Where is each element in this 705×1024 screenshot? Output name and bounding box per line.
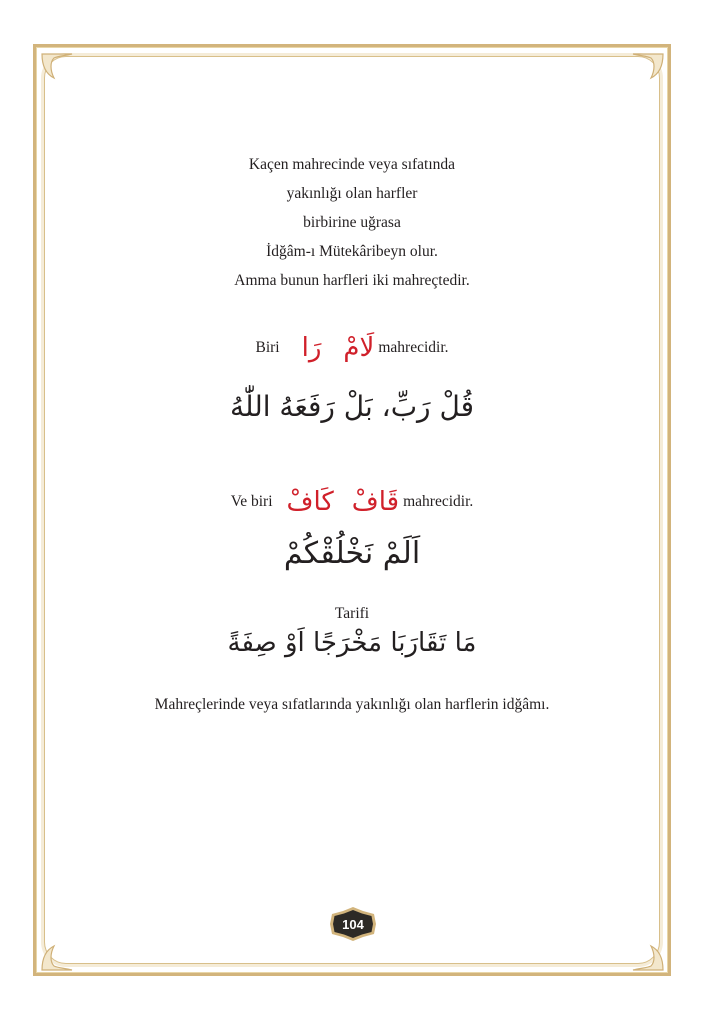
first-example-arabic: قُلْ رَبِّ، بَلْ رَفَعَهُ اللّٰهُ xyxy=(229,390,475,423)
letter-kaf: كَافْ xyxy=(286,487,334,517)
intro-line: Kaçen mahrecinde veya sıfatında xyxy=(248,156,456,173)
letter-lam: لَامْ xyxy=(343,333,375,363)
second-prefix: Ve biri xyxy=(230,493,273,510)
corner-ornament-icon xyxy=(631,52,665,86)
definition-translation: Mahreçlerinde veya sıfatlarında yakınlığı olan harflerin idğâmı. xyxy=(154,696,550,713)
first-group-line xyxy=(44,330,660,366)
corner-ornament-icon xyxy=(631,938,665,972)
second-example-arabic: اَلَمْ نَخْلُقْكُمْ xyxy=(283,536,421,571)
page-number: 104 xyxy=(342,916,364,932)
intro-line: İdğâm-ı Mütekâribeyn olur. xyxy=(266,243,438,260)
first-prefix: Biri xyxy=(255,339,280,356)
first-suffix: mahrecidir. xyxy=(378,339,449,356)
definition-title: Tarifi xyxy=(334,605,370,622)
letter-ra: رَا xyxy=(301,333,322,363)
letter-qaf: قَافْ xyxy=(351,487,400,517)
intro-line: yakınlığı olan harfler xyxy=(286,185,418,202)
second-suffix: mahrecidir. xyxy=(403,493,474,510)
intro-line: birbirine uğrasa xyxy=(303,214,401,231)
intro-line: Amma bunun harfleri iki mahreçtedir. xyxy=(234,272,470,289)
second-group-line xyxy=(44,484,660,520)
corner-ornament-icon xyxy=(40,938,74,972)
definition-arabic: مَا تَقَارَبَا مَخْرَجًا اَوْ صِفَةً xyxy=(227,628,477,658)
corner-ornament-icon xyxy=(40,52,74,86)
